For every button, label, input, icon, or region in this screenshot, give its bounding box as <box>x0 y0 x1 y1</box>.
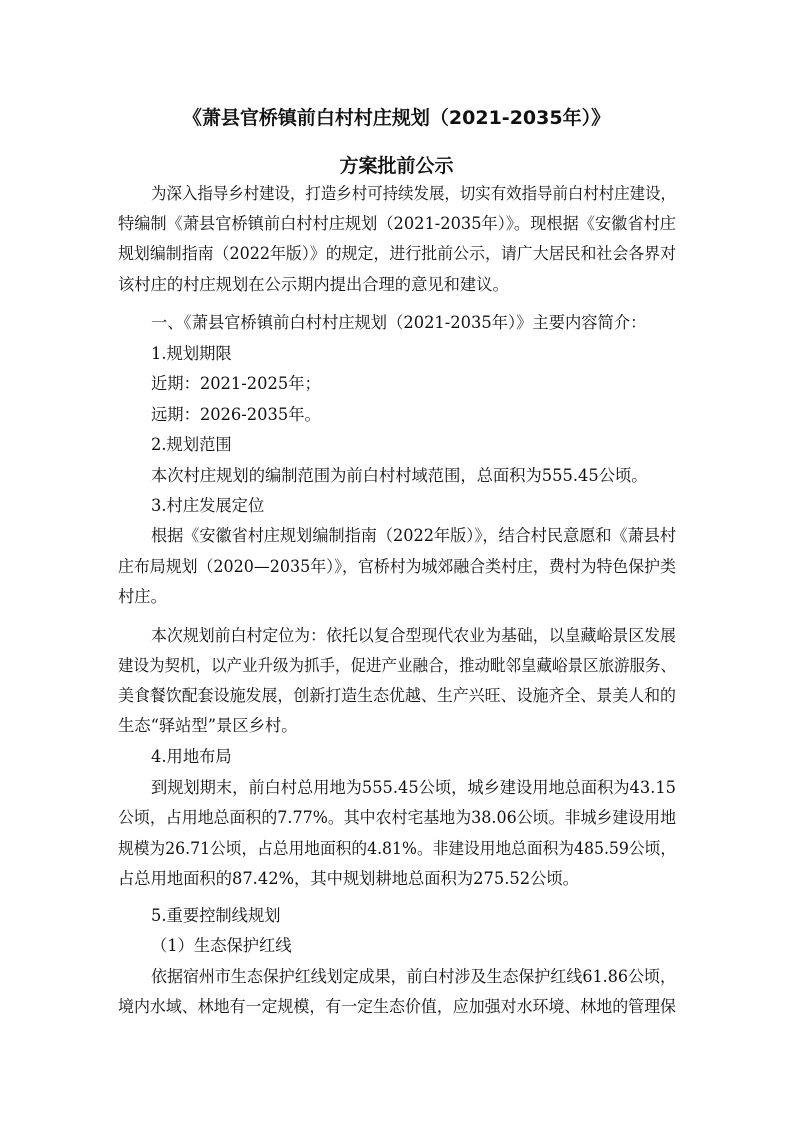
subsection-subheading: （1）生态保护红线 <box>151 936 292 955</box>
document-title: 《萧县官桥镇前白村村庄规划（2021-2035年）》 <box>182 107 611 129</box>
paragraph-line: 近期：2021-2025年； <box>151 374 321 393</box>
paragraph-line: 建设为契机，以产业升级为抓手，促进产业融合，推动毗邻皇藏峪景区旅游服务、 <box>118 656 677 675</box>
subsection-heading: 3.村庄发展定位 <box>151 496 265 515</box>
subsection-heading: 2.规划范围 <box>151 435 232 454</box>
paragraph-line: 到规划期末，前白村总用地为555.45公顷，城乡建设用地总面积为43.15 <box>151 778 677 797</box>
paragraph-line: 庄布局规划（2020—2035年）》，官桥村为城郊融合类村庄，费村为特色保护类 <box>118 557 677 576</box>
paragraph-line: 美食餐饮配套设施发展，创新打造生态优越、生产兴旺、设施齐全、景美人和的 <box>118 686 677 705</box>
document-subtitle: 方案批前公示 <box>339 155 454 177</box>
intro-line: 特编制《萧县官桥镇前白村村庄规划（2021-2035年）》。现根据《安徽省村庄 <box>118 214 677 233</box>
subsection-heading: 4.用地布局 <box>151 747 232 766</box>
paragraph-line: 公顷，占用地总面积的7.77%。其中农村宅基地为38.06公顷。非城乡建设用地 <box>118 808 677 827</box>
section-heading: 一、《萧县官桥镇前白村村庄规划（2021-2035年）》主要内容简介： <box>151 313 647 332</box>
paragraph-line: 境内水域、林地有一定规模，有一定生态价值，应加强对水环境、林地的管理保 <box>118 997 677 1016</box>
paragraph-line: 占总用地面积的87.42%，其中规划耕地总面积为275.52公顷。 <box>118 869 579 888</box>
paragraph-line: 本次村庄规划的编制范围为前白村村域范围，总面积为555.45公顷。 <box>151 466 648 485</box>
intro-line: 该村庄的村庄规划在公示期内提出合理的意见和建议。 <box>118 275 509 294</box>
paragraph-line: 村庄。 <box>118 587 167 606</box>
paragraph-line: 远期：2026-2035年。 <box>151 405 321 424</box>
paragraph-line: 依据宿州市生态保护红线划定成果，前白村涉及生态保护红线61.86公顷， <box>151 967 677 986</box>
intro-line: 规划编制指南（2022年版）》的规定，进行批前公示，请广大居民和社会各界对 <box>118 244 677 263</box>
paragraph-line: 本次规划前白村定位为：依托以复合型现代农业为基础，以皇藏峪景区发展 <box>151 626 676 645</box>
intro-line: 为深入指导乡村建设，打造乡村可持续发展，切实有效指导前白村村庄建设， <box>151 184 677 203</box>
paragraph-line: 规模为26.71公顷，占总用地面积的4.81%。非建设用地总面积为485.59公顷， <box>118 839 677 858</box>
subsection-heading: 5.重要控制线规划 <box>151 906 281 925</box>
subsection-heading: 1.规划期限 <box>151 344 232 363</box>
paragraph-line: 生态“驿站型”景区乡村。 <box>118 716 298 735</box>
paragraph-line: 根据《安徽省村庄规划编制指南（2022年版）》，结合村民意愿和《萧县村 <box>151 526 677 545</box>
